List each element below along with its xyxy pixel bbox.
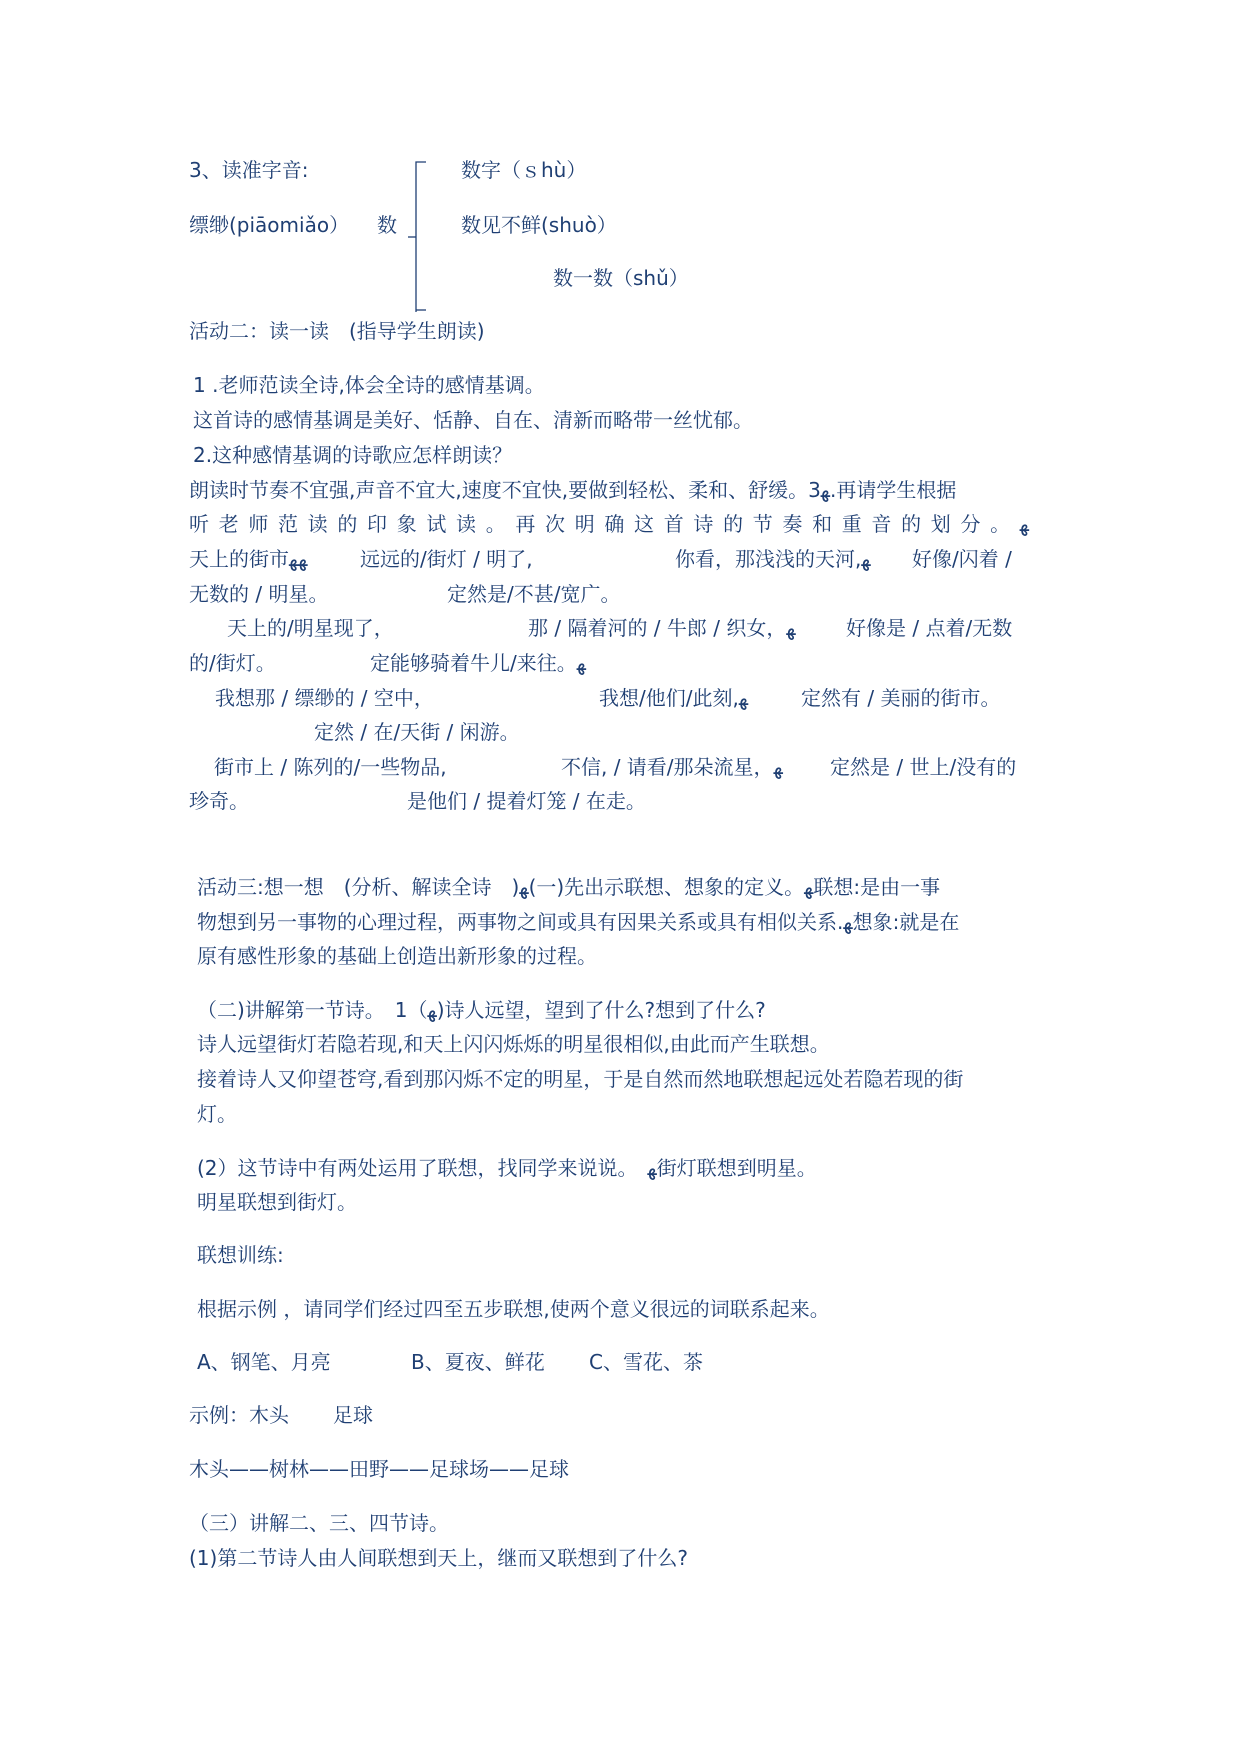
poem-line: 天上的街市ﻬﻬ [189, 547, 308, 571]
activity2-title: 活动二：读一读 (指导学生朗读) [189, 319, 485, 343]
polyphone-char: 数 [377, 213, 397, 237]
poem-line: 好像是 / 点着/无数 [846, 616, 1013, 640]
activity2-line: 1 .老师范读全诗,体会全诗的感情基调。 [193, 373, 545, 397]
example-label: 示例：木头 [189, 1403, 289, 1427]
activity2-line: 这首诗的感情基调是美好、恬静、自在、清新而略带一丝忧郁。 [193, 408, 753, 432]
activity3-line: 灯。 [197, 1102, 237, 1126]
reading-shu4: 数字（ｓhù） [461, 158, 587, 182]
poem-line: 我想那 / 缥缈的 / 空中， [215, 686, 434, 710]
brace-icon [408, 160, 432, 312]
poem-line: 街市上 / 陈列的/一些物品, [214, 755, 447, 779]
activity3-line: 接着诗人又仰望苍穹,看到那闪烁不定的明星，于是自然而然地联想起远处若隐若现的街 [197, 1067, 964, 1091]
option-b: B、夏夜、鲜花 [411, 1350, 545, 1374]
activity3-line: 明星联想到街灯。 [197, 1190, 357, 1214]
association-chain: 木头——树林——田野——足球场——足球 [189, 1457, 569, 1481]
poem-line: 定然 / 在/天街 / 闲游。 [314, 720, 520, 744]
reading-shu3: 数一数（shǔ） [553, 266, 689, 290]
activity2-line: 朗读时节奏不宜强,声音不宜大,速度不宜快,要做到轻松、柔和、舒缓。3ﻬ.再请学生根据 [189, 478, 957, 502]
poem-line: 的/街灯。 [189, 651, 276, 675]
activity3-line: 根据示例 ，请同学们经过四至五步联想,使两个意义很远的词联系起来。 [197, 1297, 830, 1321]
pronunciation-word: 缥缈(piāomiǎo） [189, 213, 350, 237]
activity2-line: 2.这种感情基调的诗歌应怎样朗读？ [193, 443, 513, 467]
pronunciation-heading: 3、读准字音: [189, 158, 309, 182]
activity3-line: 物想到另一事物的心理过程，两事物之间或具有因果关系或具有相似关系.ﻬ想象:就是在 [197, 910, 960, 934]
example-target: 足球 [333, 1403, 373, 1427]
poem-line: 定然有 / 美丽的街市。 [801, 686, 1001, 710]
option-c: C、雪花、茶 [589, 1350, 703, 1374]
poem-line: 好像/闪着 / [912, 547, 1012, 571]
poem-line: 你看，那浅浅的天河,ﻬ [675, 547, 871, 571]
activity3-line: （二)讲解第一节诗。 1（ﻬ)诗人远望，望到了什么?想到了什么? [197, 998, 766, 1022]
poem-line: 珍奇。 [189, 789, 249, 813]
poem-line: 定然是/不甚/宽广。 [447, 582, 621, 606]
poem-line: 我想/他们/此刻,ﻬ [599, 686, 749, 710]
activity3-line: (2）这节诗中有两处运用了联想，找同学来说说。 ﻬ街灯联想到明星。 [197, 1156, 817, 1180]
reading-shuo4: 数见不鲜(shuò） [461, 213, 617, 237]
poem-line: 无数的 / 明星。 [189, 582, 329, 606]
poem-line: 天上的/明星现了， [227, 616, 394, 640]
activity3-line: （三）讲解二、三、四节诗。 [189, 1511, 449, 1535]
poem-line: 那 / 隔着河的 / 牛郎 / 织女，ﻬ [528, 616, 796, 640]
poem-line: 不信, / 请看/那朵流星，ﻬ [561, 755, 783, 779]
activity3-line: 诗人远望街灯若隐若现,和天上闪闪烁烁的明星很相似,由此而产生联想。 [197, 1032, 830, 1056]
poem-line: 定然是 / 世上/没有的 [830, 755, 1017, 779]
activity2-line: 听老师范读的印象试读。再次明确这首诗的节奏和重音的划分。ﻬ [189, 512, 1029, 536]
activity3-line: 原有感性形象的基础上创造出新形象的过程。 [197, 944, 597, 968]
activity3-line: 活动三:想一想 (分析、解读全诗 )ﻬ(一)先出示联想、想象的定义。ﻬ联想:是由一事 [197, 875, 941, 899]
poem-line: 远远的/街灯 / 明了, [360, 547, 533, 571]
poem-line: 定能够骑着牛儿/来往。ﻬ [370, 651, 586, 675]
activity3-line: 联想训练: [197, 1243, 284, 1267]
activity3-line: (1)第二节诗人由人间联想到天上，继而又联想到了什么? [189, 1546, 688, 1570]
option-a: A、钢笔、月亮 [197, 1350, 331, 1374]
poem-line: 是他们 / 提着灯笼 / 在走。 [407, 789, 646, 813]
